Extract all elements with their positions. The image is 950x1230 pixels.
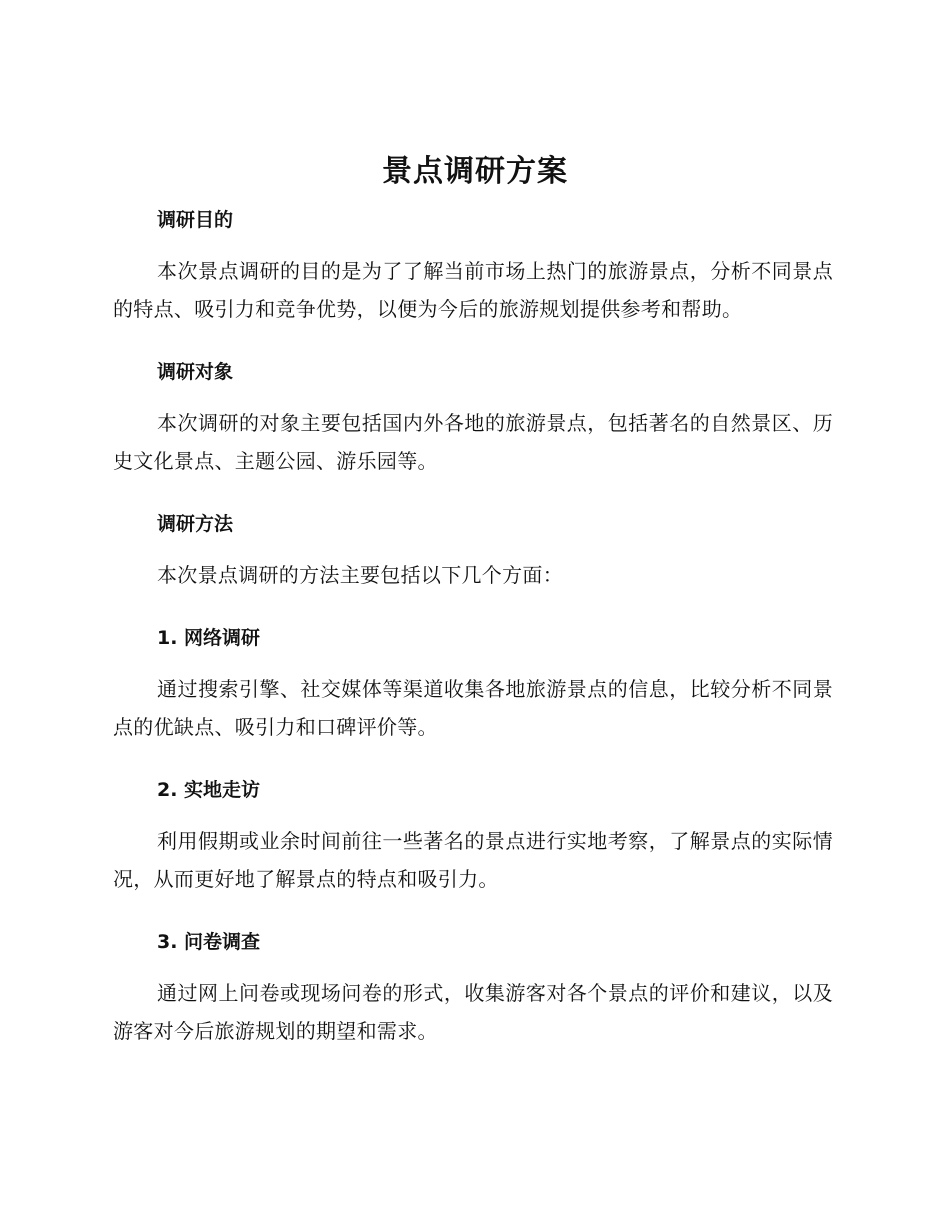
section-paragraph-questionnaire: 通过网上问卷或现场问卷的形式，收集游客对各个景点的评价和建议，以及游客对今后旅游规划的期望和需求。 — [113, 981, 833, 1043]
section-heading-methods: 调研方法 — [157, 513, 234, 535]
section-heading-purpose: 调研目的 — [157, 209, 234, 231]
section-paragraph-target: 本次调研的对象主要包括国内外各地的旅游景点，包括著名的自然景区、历史文化景点、主题公园、游乐园等。 — [113, 411, 833, 473]
document-title: 景点调研方案 — [382, 154, 568, 189]
section-paragraph-purpose: 本次景点调研的目的是为了了解当前市场上热门的旅游景点，分析不同景点的特点、吸引力和竞争优势，以便为今后的旅游规划提供参考和帮助。 — [113, 259, 833, 321]
section-paragraph-methods: 本次景点调研的方法主要包括以下几个方面： — [157, 563, 563, 587]
section-heading-questionnaire: 3. 问卷调查 — [157, 931, 261, 953]
section-heading-target: 调研对象 — [157, 361, 234, 383]
section-paragraph-online-research: 通过搜索引擎、社交媒体等渠道收集各地旅游景点的信息，比较分析不同景点的优缺点、吸引力和口碑评价等。 — [113, 677, 833, 739]
document-body — [113, 200, 833, 1050]
section-heading-field-visit: 2. 实地走访 — [157, 779, 261, 801]
section-heading-online-research: 1. 网络调研 — [157, 627, 261, 649]
section-paragraph-field-visit: 利用假期或业余时间前往一些著名的景点进行实地考察，了解景点的实际情况，从而更好地了解景点的特点和吸引力。 — [113, 829, 833, 891]
